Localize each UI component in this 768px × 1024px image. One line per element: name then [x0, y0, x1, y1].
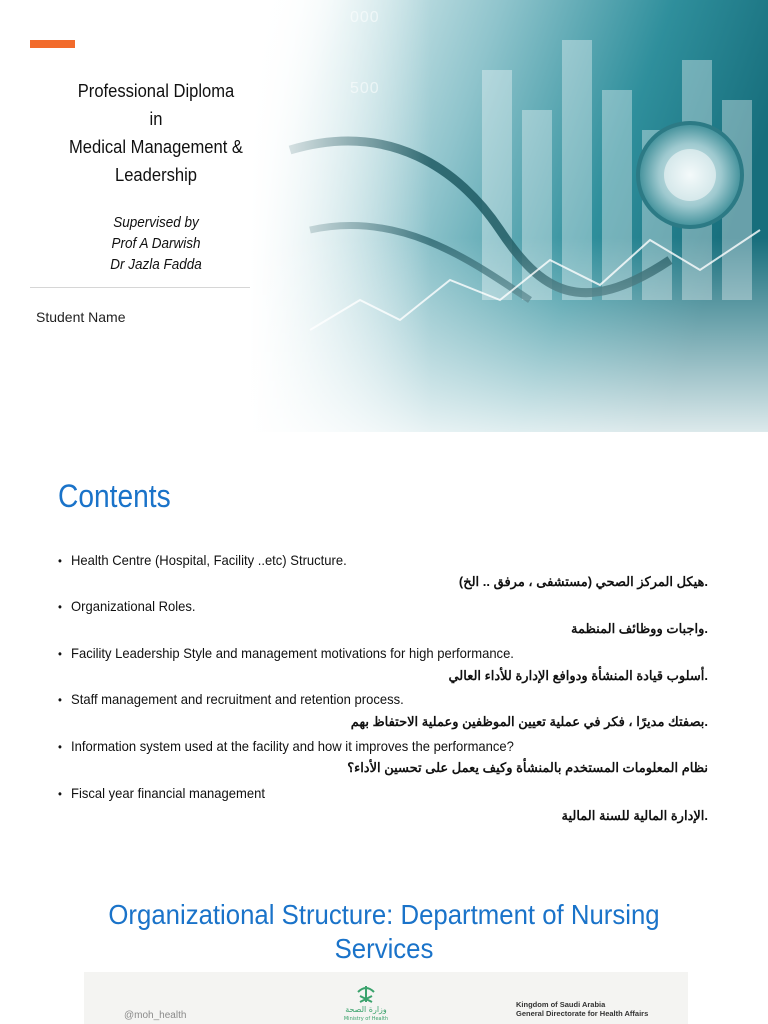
contents-item-en: Staff management and recruitment and retention process. — [71, 691, 404, 707]
contents-item — [58, 598, 663, 614]
stethoscope-hero-image — [250, 0, 768, 432]
bullet-icon: • — [58, 693, 62, 707]
bullet-icon: • — [58, 787, 62, 801]
supervisor-name: Prof A Darwish — [111, 235, 201, 252]
kingdom-heading — [516, 1000, 648, 1018]
contents-item — [58, 552, 663, 568]
svg-text:وزارة الصحة: وزارة الصحة — [345, 1005, 387, 1014]
accent-bar — [30, 40, 75, 48]
student-name-label: Student Name — [36, 309, 126, 325]
supervised-by-label: Supervised by — [113, 214, 199, 231]
supervisors — [44, 212, 268, 275]
course-title — [44, 77, 268, 189]
contents-item-en: Facility Leadership Style and management motivations for high performance. — [71, 645, 514, 661]
supervisor-name: Dr Jazla Fadda — [110, 256, 202, 273]
contents-item-en: Health Centre (Hospital, Facility ..etc) Structure. — [71, 552, 347, 568]
kingdom-line: Kingdom of Saudi Arabia — [516, 1000, 606, 1009]
course-title-line: in — [149, 109, 163, 129]
contents-item-ar: .هيكل المركز الصحي (مستشفى ، مرفق .. الخ) — [458, 574, 708, 589]
contents-item — [58, 785, 663, 801]
contents-item-ar: .أسلوب قيادة المنشأة ودوافع الإدارة للأداء العالي — [448, 668, 708, 683]
contents-item-ar: .بصفتك مديرًا ، فكر في عملية تعيين الموظفين وعملية الاحتفاظ بهم — [350, 714, 708, 729]
contents-item-ar: .واجبات ووظائف المنظمة — [571, 621, 708, 636]
contents-item-en: Information system used at the facility and how it improves the performance? — [71, 738, 514, 754]
divider — [30, 287, 280, 288]
org-structure-title-line: Services — [334, 933, 434, 964]
bullet-icon: • — [58, 600, 62, 614]
contents-item-ar: نظام المعلومات المستخدم بالمنشأة وكيف يعمل على تحسين الأداء؟ — [347, 760, 708, 775]
bullet-icon: • — [58, 647, 62, 661]
contents-item — [58, 691, 663, 707]
course-title-line: Professional Diploma — [77, 81, 235, 101]
contents-item-en: Organizational Roles. — [71, 598, 196, 614]
org-structure-title — [68, 898, 701, 966]
contents-heading: Contents — [58, 478, 171, 514]
contents-item-en: Fiscal year financial management — [71, 785, 265, 801]
kingdom-line: General Directorate for Health Affairs — [516, 1009, 649, 1018]
title-slide — [0, 0, 768, 432]
contents-item — [58, 645, 663, 661]
contents-slide — [0, 432, 768, 864]
svg-text:Ministry of Health: Ministry of Health — [343, 1016, 389, 1022]
bullet-icon: • — [58, 554, 62, 568]
contents-item-ar: .الإدارة المالية للسنة المالية — [561, 808, 708, 823]
course-title-line: Leadership — [115, 165, 197, 185]
org-structure-slide — [0, 864, 768, 1024]
org-chart-document — [84, 972, 688, 1024]
contents-item — [58, 738, 663, 754]
org-structure-title-line: Organizational Structure: Department of Nursing — [108, 899, 660, 930]
social-handle: @moh_health — [124, 1010, 187, 1021]
ministry-of-health-logo-icon — [336, 982, 396, 1022]
bullet-icon: • — [58, 740, 62, 754]
course-title-line: Medical Management & — [69, 137, 243, 157]
